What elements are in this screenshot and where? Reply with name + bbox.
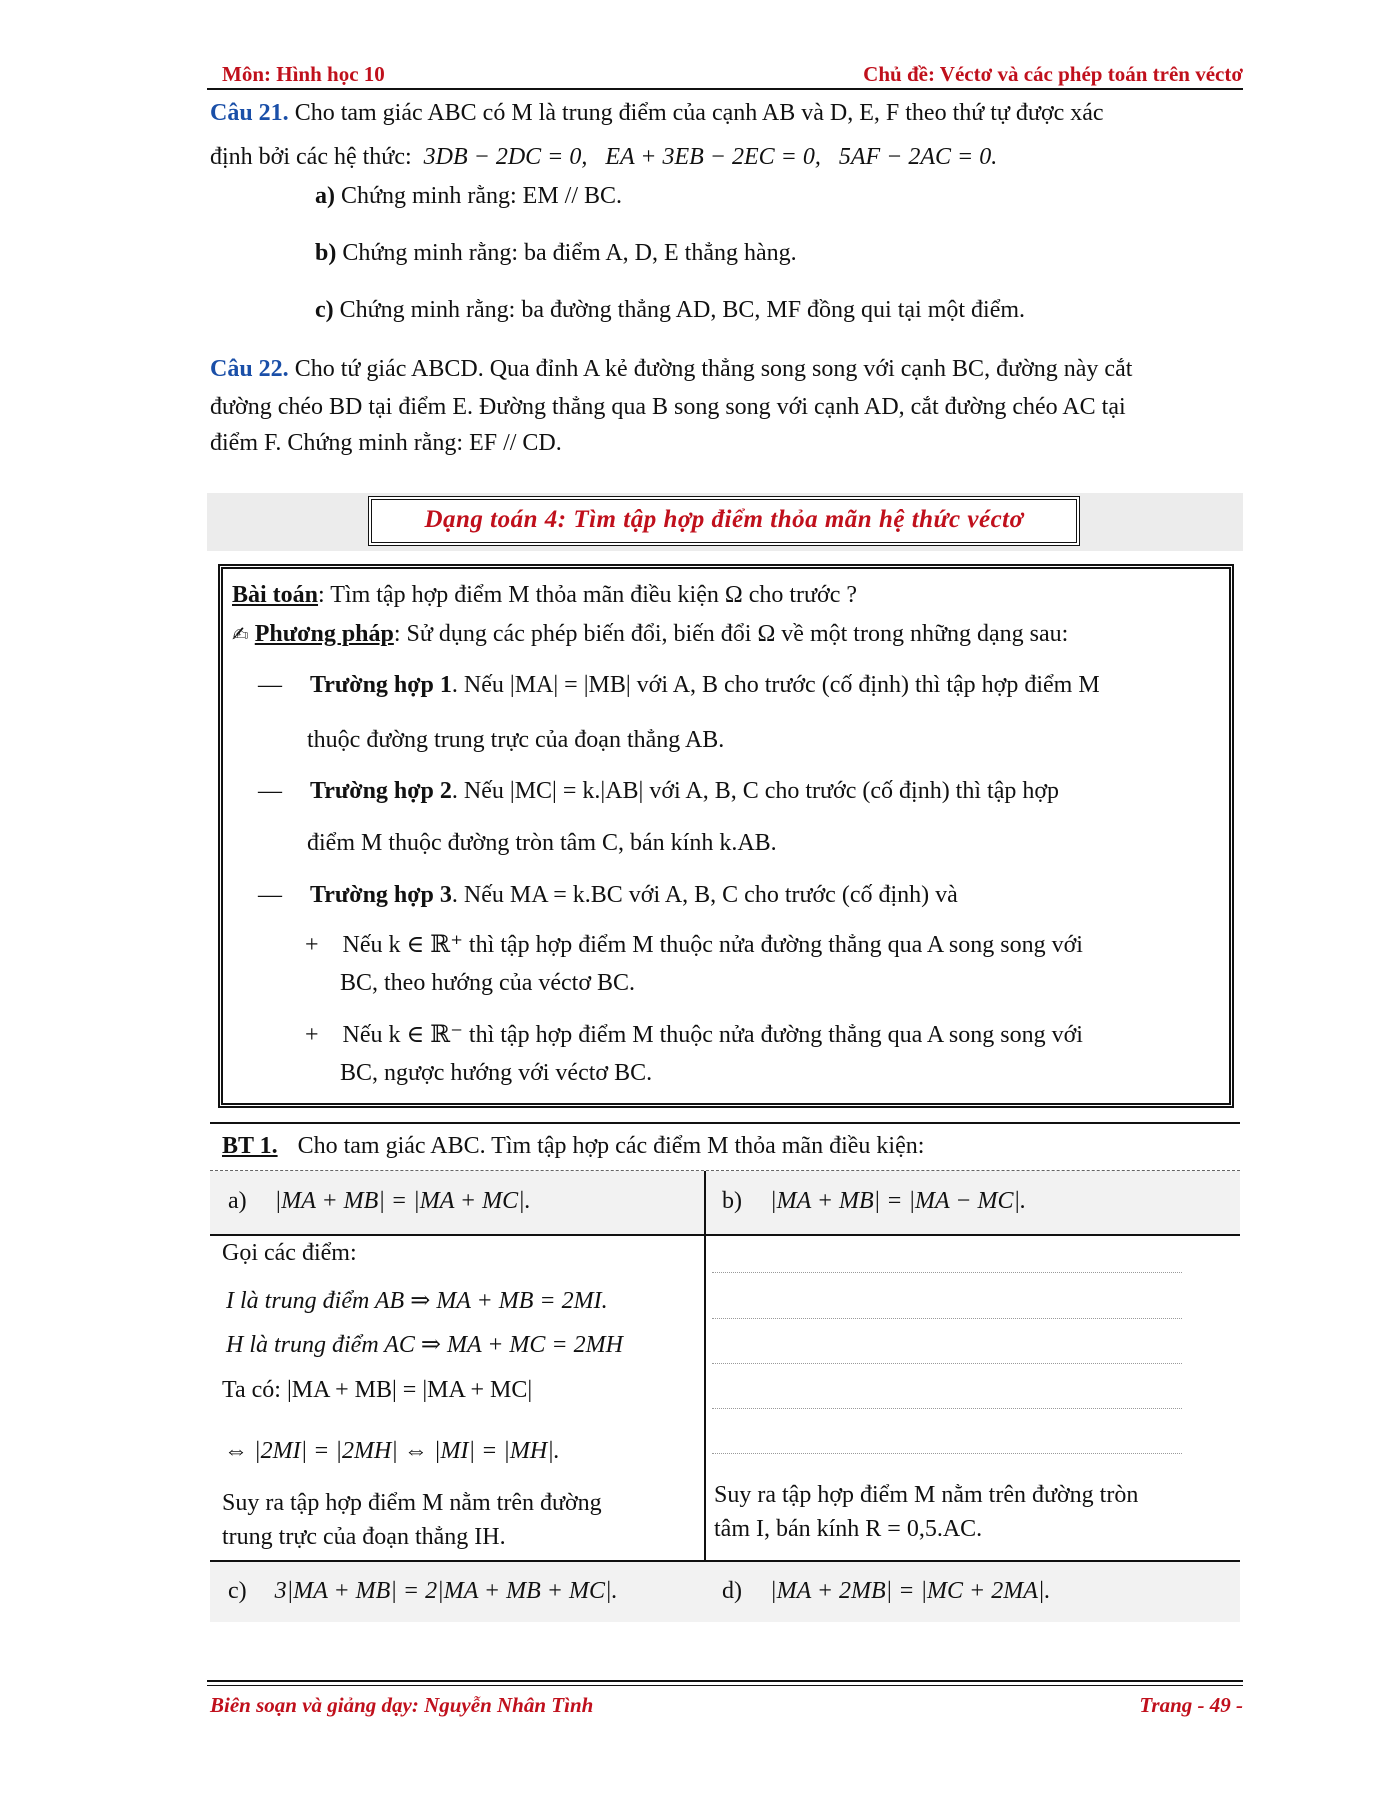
cau21-eq3: 5AF − 2AC = 0. [838, 144, 998, 170]
problem-line [232, 582, 857, 609]
sub1-line-b: BC, theo hướng của véctơ BC. [340, 970, 636, 996]
sub2-line-b: BC, ngược hướng với véctơ BC. [340, 1060, 653, 1086]
method-line [232, 621, 1068, 648]
sub1-plus: + [305, 932, 319, 958]
footer-author: Biên soạn và giảng dạy: Nguyễn Nhân Tình [210, 1693, 594, 1717]
header-rule [207, 88, 1243, 90]
cell-c-eq: 3|MA + MB| = 2|MA + MB + MC|. [274, 1578, 618, 1604]
cau22-line3: điểm F. Chứng minh rằng: EF // CD. [210, 430, 562, 456]
cell-b-label: b) [722, 1188, 742, 1214]
cau21-text1: Cho tam giác ABC có M là trung điểm của cạnh AB và D, E, F theo thứ tự được xác [294, 100, 1104, 126]
sol-b-l1: Suy ra tập hợp điểm M nằm trên đường tròn [714, 1482, 1139, 1508]
part-a-label: a) [315, 183, 335, 209]
case2-line-b: điểm M thuộc đường tròn tâm C, bán kính k.AB. [307, 830, 777, 856]
sol-a-l3: H là trung điểm AC ⇒ MA + MC = 2MH [226, 1332, 623, 1358]
cell-d [722, 1578, 1051, 1605]
pen-icon: ✍ [232, 622, 249, 646]
cell-a [228, 1188, 531, 1215]
case1-line-a [258, 672, 1100, 699]
case1-line-b: thuộc đường trung trực của đoạn thẳng AB. [307, 727, 725, 753]
cell-c [228, 1578, 618, 1605]
sub2-plus: + [305, 1022, 319, 1048]
cau21-part-a [315, 183, 622, 210]
method-text: : Sử dụng các phép biến đổi, biến đổi Ω về một trong những dạng sau: [393, 621, 1069, 647]
case2-line-a [258, 778, 1059, 805]
case2-label: Trường hợp 2 [310, 778, 452, 804]
case2-dash: — [258, 778, 282, 804]
cell-d-label: d) [722, 1578, 742, 1604]
section-title: Dạng toán 4: Tìm tập hợp điểm thỏa mãn hệ thức véctơ [424, 506, 1024, 533]
sol-a-l4: Ta có: |MA + MB| = |MA + MC| [222, 1377, 533, 1403]
problem-text: : Tìm tập hợp điểm M thỏa mãn điều kiện Ω cho trước ? [318, 582, 858, 608]
part-c-text: Chứng minh rằng: ba đường thẳng AD, BC, MF đồng qui tại một điểm. [339, 297, 1026, 323]
header-topic: Chủ đề: Véctơ và các phép toán trên véctơ [863, 62, 1243, 86]
write-line-2 [712, 1318, 1182, 1319]
cell-b-eq: |MA + MB| = |MA − MC|. [770, 1188, 1027, 1214]
bt1-label: BT 1. [222, 1133, 278, 1159]
bt1-text: Cho tam giác ABC. Tìm tập hợp các điểm M thỏa mãn điều kiện: [297, 1133, 925, 1159]
cau21-eq1: 3DB − 2DC = 0, [423, 144, 588, 170]
bt1-top-rule [210, 1122, 1240, 1124]
cau21-line1 [210, 100, 1104, 127]
cell-c-label: c) [228, 1578, 247, 1604]
header-subject: Môn: Hình học 10 [222, 62, 385, 86]
cau22-text1: Cho tứ giác ABCD. Qua đỉnh A kẻ đường thẳng song song với cạnh BC, đường này cắt [294, 356, 1133, 382]
cell-a-label: a) [228, 1188, 247, 1214]
case1-label: Trường hợp 1 [310, 672, 452, 698]
write-line-3 [712, 1363, 1182, 1364]
cau21-eq2: EA + 3EB − 2EC = 0, [605, 144, 821, 170]
sub1-line-a [305, 930, 1083, 959]
case3-label: Trường hợp 3 [310, 882, 452, 908]
case3-line-a [258, 882, 958, 909]
cau22-line2: đường chéo BD tại điểm E. Đường thẳng qua B song song với cạnh AD, cắt đường chéo AC tại [210, 394, 1126, 420]
sol-a-l2: I là trung điểm AB ⇒ MA + MB = 2MI. [226, 1288, 608, 1314]
sol-a-l5: ⇔ |2MI| = |2MH| ⇔ |MI| = |MH|. [224, 1438, 560, 1464]
footer-page: Trang - 49 - [1139, 1693, 1243, 1717]
cau21-part-b [315, 240, 797, 267]
sol-a-l6: Suy ra tập hợp điểm M nằm trên đường [222, 1490, 602, 1516]
row-ab-bottom [210, 1234, 1240, 1236]
sol-b-l2: tâm I, bán kính R = 0,5.AC. [714, 1516, 983, 1542]
cau21-part-c [315, 297, 1025, 324]
sub2-line-a [305, 1020, 1083, 1049]
cell-a-eq: |MA + MB| = |MA + MC|. [274, 1188, 531, 1214]
write-line-1 [712, 1272, 1182, 1273]
part-b-text: Chứng minh rằng: ba điểm A, D, E thẳng hàng. [342, 240, 797, 266]
problem-label: Bài toán [232, 582, 319, 608]
cau21-text2: định bởi các hệ thức: [210, 144, 412, 170]
cau22-line1 [210, 356, 1132, 383]
case1-text-a: . Nếu |MA| = |MB| với A, B cho trước (cố định) thì tập hợp điểm M [451, 672, 1100, 698]
case1-dash: — [258, 672, 282, 698]
cell-d-eq: |MA + 2MB| = |MC + 2MA|. [770, 1578, 1051, 1604]
case3-dash: — [258, 882, 282, 908]
sub1-text-a: Nếu k ∈ ℝ⁺ thì tập hợp điểm M thuộc nửa đường thẳng qua A song song với [342, 932, 1083, 958]
part-b-label: b) [315, 240, 337, 266]
method-label: Phương pháp [254, 621, 394, 647]
cell-b [722, 1188, 1026, 1215]
cau22-label: Câu 22. [210, 356, 289, 382]
sol-a-l1: Gọi các điểm: [222, 1240, 357, 1266]
footer-rule-1 [207, 1680, 1243, 1682]
cau21-label: Câu 21. [210, 100, 289, 126]
sol-a-l7: trung trực của đoạn thẳng IH. [222, 1524, 506, 1550]
sub2-text-a: Nếu k ∈ ℝ⁻ thì tập hợp điểm M thuộc nửa đường thẳng qua A song song với [342, 1022, 1083, 1048]
footer-rule-2 [207, 1685, 1243, 1686]
part-c-label: c) [315, 297, 334, 323]
table-divider [704, 1171, 706, 1621]
case3-text-a: . Nếu MA = k.BC với A, B, C cho trước (cố định) và [451, 882, 958, 908]
cau21-line2 [210, 144, 997, 171]
bt1-heading [222, 1133, 924, 1160]
case2-text-a: . Nếu |MC| = k.|AB| với A, B, C cho trước (cố định) thì tập hợp [451, 778, 1060, 804]
write-line-4 [712, 1408, 1182, 1409]
part-a-text: Chứng minh rằng: EM // BC. [341, 183, 623, 209]
write-line-5 [712, 1453, 1182, 1454]
